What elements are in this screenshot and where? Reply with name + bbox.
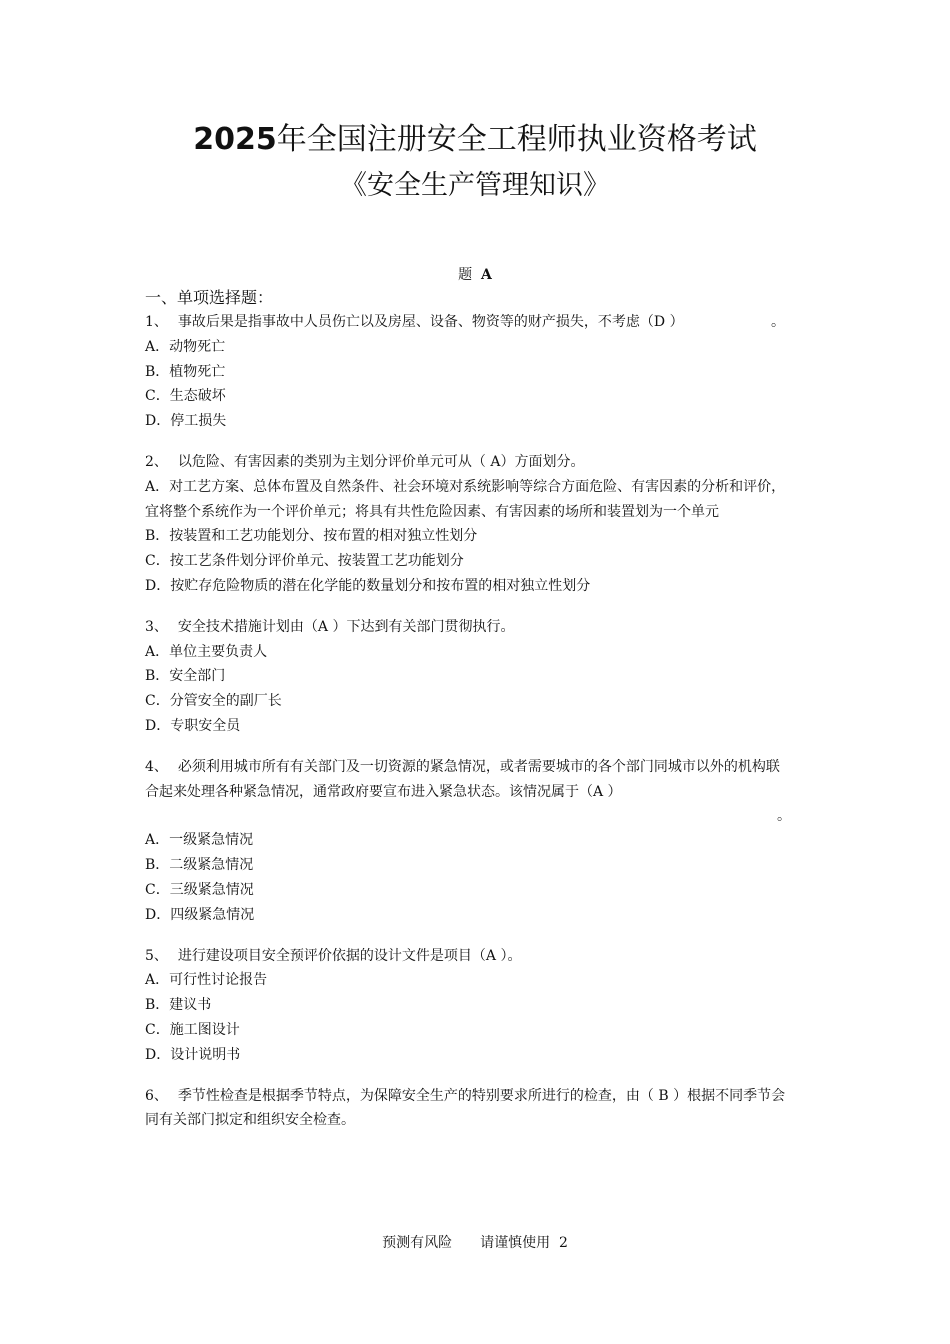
- question-stem: [145, 615, 793, 640]
- page-number: 2: [558, 1235, 568, 1251]
- question-stem: [145, 944, 793, 969]
- question-text: 季节性检查是根据季节特点，为保障安全生产的特别要求所进行的检查，由（ B ）根据不同季节会同有关部门拟定和组织安全检查。: [145, 1087, 786, 1129]
- page-footer: [0, 1232, 950, 1254]
- option-b: B．植物死亡: [145, 363, 226, 380]
- exam-set-label: [0, 264, 950, 286]
- option-a: A．单位主要负责人: [145, 643, 268, 660]
- question-stem: [145, 1084, 793, 1134]
- option-b: B．按装置和工艺功能划分、按布置的相对独立性划分: [145, 528, 478, 545]
- question-number: 4、: [145, 758, 168, 775]
- question-tail: 。: [777, 808, 791, 825]
- question-text: 进行建设项目安全预评价依据的设计文件是项目（A ）。: [177, 947, 522, 964]
- set-letter: A: [481, 267, 492, 283]
- option-d: D．停工损失: [145, 413, 227, 430]
- question-2: [145, 450, 793, 599]
- question-3: [145, 615, 793, 739]
- document-subtitle: 《安全生产管理知识》: [340, 170, 610, 201]
- section-title: 一、单项选择题：: [145, 288, 274, 307]
- question-number: 6、: [145, 1087, 168, 1104]
- option-b: B．二级紧急情况: [145, 857, 254, 874]
- question-number: 2、: [145, 453, 168, 470]
- option-d: D．按贮存危险物质的潜在化学能的数量划分和按布置的相对独立性划分: [145, 577, 591, 594]
- option-c: C．三级紧急情况: [145, 881, 254, 898]
- document-title: [0, 118, 950, 162]
- option-d: D．四级紧急情况: [145, 906, 255, 923]
- question-number: 1、: [145, 314, 168, 330]
- option-b: B．安全部门: [145, 668, 226, 685]
- option-c: C．生态破坏: [145, 388, 226, 405]
- question-number: 5、: [145, 947, 168, 964]
- question-6: [145, 1084, 793, 1134]
- option-d: D．设计说明书: [145, 1046, 241, 1063]
- option-c: C．按工艺条件划分评价单元、按装置工艺功能划分: [145, 553, 464, 570]
- question-stem: [145, 450, 793, 475]
- question-text: 必须利用城市所有有关部门及一切资源的紧急情况，或者需要城市的各个部门同城市以外的机构联合起来处理各种紧急情况，通常政府要宣布进入紧急状态。该情况属于（A ）: [145, 758, 780, 800]
- question-stem: [145, 310, 793, 335]
- footer-right: 请谨慎使用: [480, 1235, 551, 1251]
- question-1: [145, 310, 793, 434]
- question-stem: [145, 755, 793, 805]
- question-number: 3、: [145, 618, 168, 635]
- question-tail: 。: [771, 314, 785, 330]
- option-a: A．可行性讨论报告: [145, 972, 268, 989]
- question-5: [145, 944, 793, 1068]
- title-text: 年全国注册安全工程师执业资格考试: [276, 122, 757, 157]
- option-c: C．施工图设计: [145, 1021, 240, 1038]
- option-b: B．建议书: [145, 997, 212, 1014]
- option-c: C．分管安全的副厂长: [145, 693, 282, 710]
- option-a: A．对工艺方案、总体布置及自然条件、社会环境对系统影响等综合方面危险、有害因素的分析和评价，宜将整个系统作为一个评价单元；将具有共性危险因素、有害因素的场所和装置划为一个单元: [145, 478, 786, 520]
- option-d: D．专职安全员: [145, 717, 241, 734]
- question-text: 事故后果是指事故中人员伤亡以及房屋、设备、物资等的财产损失，不考虑（D ）: [177, 314, 684, 330]
- option-a: A．动物死亡: [145, 338, 226, 355]
- question-content: [145, 286, 793, 1133]
- title-year: 2025: [193, 122, 277, 157]
- question-4: [145, 755, 793, 928]
- set-label-text: 题: [458, 267, 473, 283]
- option-a: A．一级紧急情况: [145, 832, 254, 849]
- question-text: 安全技术措施计划由（A ）下达到有关部门贯彻执行。: [177, 618, 515, 635]
- question-text: 以危险、有害因素的类别为主划分评价单元可从（ A）方面划分。: [177, 453, 585, 470]
- footer-left: 预测有风险: [382, 1235, 453, 1251]
